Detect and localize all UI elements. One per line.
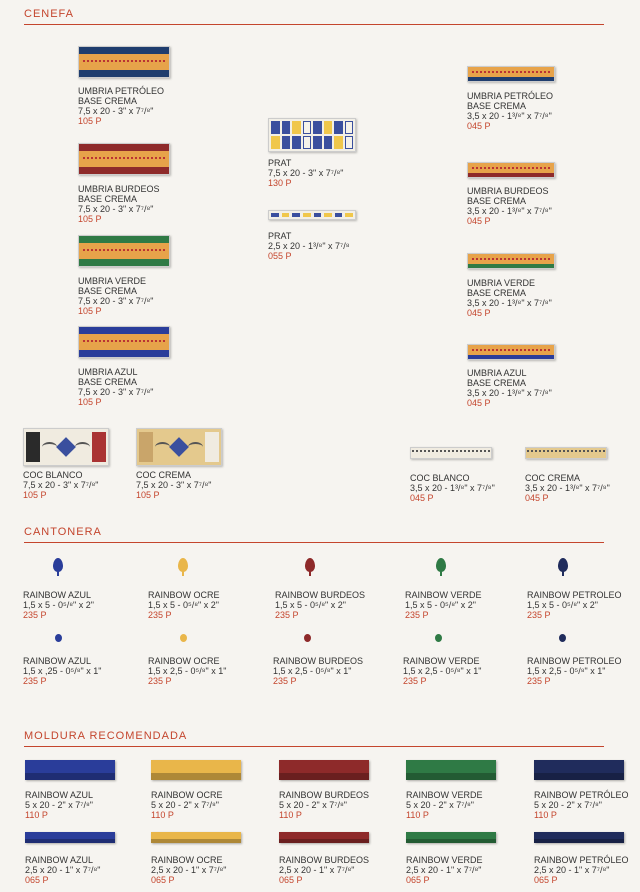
- product-price: 045 P: [467, 121, 491, 131]
- product-name: RAINBOW OCRE: [151, 790, 223, 800]
- product-price: 110 P: [25, 810, 48, 820]
- umbria-burdeos-tile[interactable]: [78, 143, 170, 175]
- product-price: 235 P: [23, 676, 47, 686]
- product-price: 045 P: [467, 308, 491, 318]
- product-price: 235 P: [273, 676, 297, 686]
- product-name: RAINBOW VERDE: [403, 656, 480, 666]
- product-size: 1,5 x 2,5 - 0⁵/⁸" x 1": [148, 666, 227, 676]
- product-card: [467, 91, 553, 131]
- moldura-ocre-small-swatch[interactable]: [151, 832, 241, 843]
- product-name: RAINBOW OCRE: [151, 855, 223, 865]
- section-divider: [24, 746, 604, 747]
- product-size: 2,5 x 20 - 1" x 7⁷/⁸": [534, 865, 610, 875]
- product-size: 5 x 20 - 2" x 7⁷/⁸": [534, 800, 602, 810]
- product-price: 235 P: [23, 610, 47, 620]
- product-size: 1,5 x 5 - 0⁵/⁸" x 2": [405, 600, 476, 610]
- product-card: [78, 86, 164, 126]
- product-price: 235 P: [527, 610, 551, 620]
- product-name: RAINBOW VERDE: [405, 590, 482, 600]
- product-name: RAINBOW BURDEOS: [279, 855, 370, 865]
- product-price: 065 P: [25, 875, 49, 885]
- product-card: [23, 470, 98, 500]
- product-card: [534, 855, 629, 885]
- product-size: 2,5 x 20 - 1" x 7⁷/⁸": [151, 865, 227, 875]
- cantonera-ocre-swatch[interactable]: [178, 558, 188, 572]
- product-price: 105 P: [78, 397, 102, 407]
- product-card: [268, 158, 343, 188]
- product-card: [405, 590, 482, 620]
- cantonera-azul-small-swatch[interactable]: [55, 634, 62, 642]
- product-price: 055 P: [268, 251, 292, 261]
- product-card: [279, 855, 369, 885]
- cantonera-verde-swatch[interactable]: [436, 558, 446, 572]
- product-price: 045 P: [410, 493, 434, 503]
- cantonera-verde-small-swatch[interactable]: [435, 634, 442, 642]
- product-name: UMBRIA AZUL: [467, 368, 527, 378]
- product-size: 1,5 x 5 - 0⁵/⁸" x 2": [23, 600, 94, 610]
- product-name: RAINBOW BURDEOS: [275, 590, 366, 600]
- product-price: 105 P: [78, 116, 102, 126]
- product-base: BASE CREMA: [78, 194, 138, 204]
- cantonera-burdeos-swatch[interactable]: [305, 558, 315, 572]
- product-card: [273, 656, 363, 686]
- product-name: RAINBOW AZUL: [23, 656, 92, 666]
- product-card: [527, 656, 622, 686]
- product-size: 3,5 x 20 - 1³/⁸" x 7⁷/⁸": [410, 483, 495, 493]
- product-size: 7,5 x 20 - 3" x 7⁷/⁸": [136, 480, 212, 490]
- product-size: 3,5 x 20 - 1³/⁸" x 7⁷/⁸": [467, 111, 552, 121]
- moldura-verde-swatch[interactable]: [406, 760, 496, 780]
- product-price: 110 P: [406, 810, 429, 820]
- product-name: UMBRIA PETRÓLEO: [467, 91, 554, 101]
- product-price: 045 P: [467, 216, 491, 226]
- product-card: [151, 790, 223, 820]
- product-base: BASE CREMA: [467, 196, 527, 206]
- cantonera-petroleo-small-swatch[interactable]: [559, 634, 566, 642]
- product-price: 065 P: [406, 875, 430, 885]
- prat-tile-large[interactable]: [268, 118, 356, 152]
- product-name: UMBRIA AZUL: [78, 367, 138, 377]
- product-name: RAINBOW AZUL: [25, 790, 94, 800]
- product-card: [148, 590, 220, 620]
- product-name: UMBRIA BURDEOS: [78, 184, 160, 194]
- product-name: COC CREMA: [136, 470, 192, 480]
- product-base: BASE CREMA: [467, 378, 527, 388]
- cantonera-ocre-small-swatch[interactable]: [180, 634, 187, 642]
- product-price: 235 P: [527, 676, 551, 686]
- product-price: 235 P: [148, 676, 172, 686]
- product-size: 7,5 x 20 - 3" x 7⁷/⁸": [78, 296, 154, 306]
- product-size: 7,5 x 20 - 3" x 7⁷/⁸": [78, 387, 154, 397]
- product-size: 5 x 20 - 2" x 7⁷/⁸": [406, 800, 474, 810]
- product-size: 2,5 x 20 - 1" x 7⁷/⁸": [25, 865, 101, 875]
- product-price: 235 P: [148, 610, 172, 620]
- product-size: 7,5 x 20 - 3" x 7⁷/⁸": [268, 168, 344, 178]
- product-name: PRAT: [268, 231, 292, 241]
- product-card: [467, 186, 552, 226]
- product-name: RAINBOW AZUL: [23, 590, 92, 600]
- product-price: 105 P: [23, 490, 47, 500]
- product-size: 1,5 x 5 - 0⁵/⁸" x 2": [275, 600, 346, 610]
- product-size: 7,5 x 20 - 3" x 7⁷/⁸": [78, 106, 154, 116]
- product-price: 065 P: [151, 875, 175, 885]
- product-price: 110 P: [534, 810, 557, 820]
- product-card: [525, 473, 610, 503]
- umbria-azul-small-tile[interactable]: [467, 344, 555, 360]
- product-card: [136, 470, 211, 500]
- cantonera-burdeos-small-swatch[interactable]: [304, 634, 311, 642]
- product-name: UMBRIA VERDE: [78, 276, 147, 286]
- umbria-verde-tile[interactable]: [78, 235, 170, 267]
- product-name: UMBRIA VERDE: [467, 278, 536, 288]
- product-card: [403, 656, 481, 686]
- product-size: 1,5 x 2,5 - 0⁵/⁸" x 1": [403, 666, 482, 676]
- product-price: 045 P: [525, 493, 549, 503]
- product-card: [23, 590, 94, 620]
- product-name: RAINBOW PETROLEO: [527, 590, 622, 600]
- section-divider: [24, 24, 604, 25]
- coc-crema-small-tile[interactable]: [525, 447, 607, 459]
- cantonera-azul-swatch[interactable]: [53, 558, 63, 572]
- coc-blanco-small-tile[interactable]: [410, 447, 492, 459]
- umbria-burdeos-small-tile[interactable]: [467, 162, 555, 178]
- section-title-cantonera: CANTONERA: [24, 526, 102, 538]
- product-base: BASE CREMA: [467, 288, 527, 298]
- product-size: 2,5 x 20 - 1" x 7⁷/⁸": [406, 865, 482, 875]
- product-name: RAINBOW VERDE: [406, 790, 483, 800]
- product-card: [78, 367, 153, 407]
- product-price: 065 P: [279, 875, 303, 885]
- product-card: [25, 855, 100, 885]
- product-name: RAINBOW OCRE: [148, 656, 220, 666]
- product-card: [406, 855, 483, 885]
- moldura-petroleo-small-swatch[interactable]: [534, 832, 624, 843]
- moldura-azul-small-swatch[interactable]: [25, 832, 115, 843]
- product-card: [78, 184, 160, 224]
- product-base: BASE CREMA: [78, 377, 138, 387]
- product-size: 1,5 x 2,5 - 0⁵/⁸" x 1": [273, 666, 352, 676]
- moldura-burdeos-swatch[interactable]: [279, 760, 369, 780]
- product-name: RAINBOW PETRÓLEO: [534, 855, 629, 865]
- product-name: RAINBOW PETRÓLEO: [534, 790, 629, 800]
- product-card: [275, 590, 365, 620]
- moldura-petroleo-swatch[interactable]: [534, 760, 624, 780]
- product-name: RAINBOW OCRE: [148, 590, 220, 600]
- moldura-verde-small-swatch[interactable]: [406, 832, 496, 843]
- section-divider: [24, 542, 604, 543]
- product-card: [78, 276, 153, 316]
- product-price: 110 P: [279, 810, 302, 820]
- product-name: RAINBOW BURDEOS: [279, 790, 370, 800]
- product-card: [534, 790, 629, 820]
- umbria-verde-small-tile[interactable]: [467, 253, 555, 269]
- product-card: [467, 278, 552, 318]
- product-name: UMBRIA BURDEOS: [467, 186, 549, 196]
- product-size: 5 x 20 - 2" x 7⁷/⁸": [151, 800, 219, 810]
- cantonera-petroleo-swatch[interactable]: [558, 558, 568, 572]
- product-card: [25, 790, 93, 820]
- moldura-burdeos-small-swatch[interactable]: [279, 832, 369, 843]
- product-price: 105 P: [78, 306, 102, 316]
- product-card: [527, 590, 622, 620]
- product-price: 045 P: [467, 398, 491, 408]
- product-price: 235 P: [403, 676, 427, 686]
- product-base: BASE CREMA: [78, 286, 138, 296]
- product-size: 7,5 x 20 - 3" x 7⁷/⁸": [78, 204, 154, 214]
- product-card: [467, 368, 552, 408]
- product-name: COC BLANCO: [23, 470, 83, 480]
- product-name: PRAT: [268, 158, 292, 168]
- product-card: [410, 473, 495, 503]
- product-card: [23, 656, 101, 686]
- product-size: 3,5 x 20 - 1³/⁸" x 7⁷/⁸": [467, 206, 552, 216]
- product-size: 3,5 x 20 - 1³/⁸" x 7⁷/⁸": [525, 483, 610, 493]
- product-price: 130 P: [268, 178, 292, 188]
- product-size: 7,5 x 20 - 3" x 7⁷/⁸": [23, 480, 99, 490]
- product-card: [268, 231, 350, 261]
- product-base: BASE CREMA: [467, 101, 527, 111]
- product-price: 105 P: [78, 214, 102, 224]
- product-size: 1,5 x 5 - 0⁵/⁸" x 2": [527, 600, 598, 610]
- product-price: 065 P: [534, 875, 558, 885]
- product-name: UMBRIA PETRÓLEO: [78, 86, 165, 96]
- moldura-ocre-swatch[interactable]: [151, 760, 241, 780]
- product-price: 110 P: [151, 810, 174, 820]
- product-name: RAINBOW BURDEOS: [273, 656, 364, 666]
- product-size: 1,5 x 5 - 0⁵/⁸" x 2": [148, 600, 219, 610]
- product-size: 5 x 20 - 2" x 7⁷/⁸": [25, 800, 93, 810]
- umbria-azul-tile[interactable]: [78, 326, 170, 358]
- section-title-cenefa: CENEFA: [24, 8, 75, 20]
- coc-crema-tile[interactable]: [136, 428, 222, 466]
- product-size: 1,5 x 2,5 - 0⁵/⁸" x 1": [527, 666, 606, 676]
- product-size: 3,5 x 20 - 1³/⁸" x 7⁷/⁸": [467, 298, 552, 308]
- product-price: 235 P: [275, 610, 299, 620]
- umbria-petroleo-tile[interactable]: [78, 46, 170, 78]
- product-size: 5 x 20 - 2" x 7⁷/⁸": [279, 800, 347, 810]
- product-name: RAINBOW PETROLEO: [527, 656, 622, 666]
- moldura-azul-swatch[interactable]: [25, 760, 115, 780]
- section-title-moldura: MOLDURA RECOMENDADA: [24, 730, 188, 742]
- product-name: COC BLANCO: [410, 473, 470, 483]
- product-size: 2,5 x 20 - 1³/⁸" x 7⁷/⁸: [268, 241, 350, 251]
- product-name: RAINBOW AZUL: [25, 855, 94, 865]
- product-base: BASE CREMA: [78, 96, 138, 106]
- product-size: 1,5 x ,25 - 0⁵/⁸" x 1": [23, 666, 102, 676]
- product-size: 3,5 x 20 - 1³/⁸" x 7⁷/⁸": [467, 388, 552, 398]
- product-name: RAINBOW VERDE: [406, 855, 483, 865]
- product-price: 235 P: [405, 610, 429, 620]
- product-size: 2,5 x 20 - 1" x 7⁷/⁸": [279, 865, 355, 875]
- coc-blanco-tile[interactable]: [23, 428, 109, 466]
- product-card: [151, 855, 226, 885]
- product-card: [148, 656, 226, 686]
- product-card: [406, 790, 483, 820]
- product-name: COC CREMA: [525, 473, 581, 483]
- umbria-petroleo-small-tile[interactable]: [467, 66, 555, 82]
- product-card: [279, 790, 369, 820]
- product-price: 105 P: [136, 490, 160, 500]
- prat-tile-small[interactable]: [268, 210, 356, 220]
